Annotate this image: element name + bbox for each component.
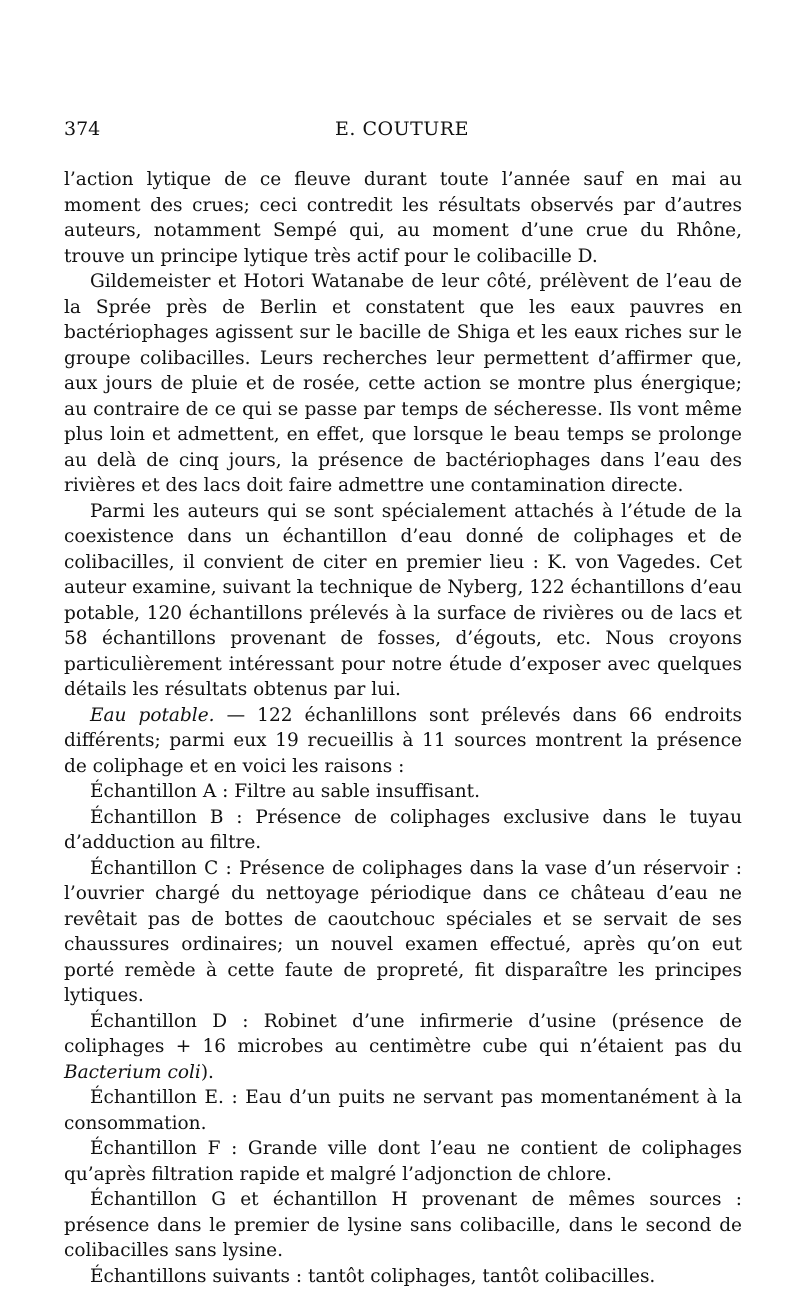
echantillon-d-close: ). bbox=[200, 1061, 214, 1083]
paragraph-continuation: l’action lytique de ce fleuve durant toute l’année sauf en mai au moment des crues; ceci contredit les résultats observés par d’autres auteurs, notamment Sempé qui, au moment d’une crue du Rhône, trouve un principe lytique très actif pour le colibacille D. bbox=[64, 169, 742, 267]
paragraph-echantillon-d bbox=[64, 1009, 742, 1086]
echantillon-d-text: Échantillon D : Robinet d’une infirmerie d’usine (présence de coliphages + 16 microbes au centimètre cube qui n’étaient pas du bbox=[64, 1010, 742, 1057]
paragraph-echantillon-e: Échantillon E. : Eau d’un puits ne servant pas momentanément à la consommation. bbox=[64, 1087, 742, 1134]
section-label-eau-potable: Eau potable. bbox=[90, 704, 215, 726]
paragraph-echantillon-g-h: Échantillon G et échantillon H provenant de mêmes sources : présence dans le premier de lysine sans colibacille, dans le second de colibacilles sans lysine. bbox=[64, 1189, 742, 1261]
eau-potable-text: — 122 échanlillons sont prélevés dans 66 endroits différents; parmi eux 19 recueillis à 11 sources montrent la présence de coliphage et en voici les raisons : bbox=[64, 704, 742, 777]
running-title: E. COUTURE bbox=[335, 118, 469, 140]
paragraph-vagedes: Parmi les auteurs qui se sont spécialement attachés à l’étude de la coexistence dans un échantillon d’eau donné de coliphages et de colibacilles, il convient de citer en premier lieu : K. von Vagedes. Cet auteur examine, suivant la technique de Nyberg, 122 échantillons d’eau potable, 120 échantillons prélevés à la surface de rivières ou de lacs et 58 échantillons provenant de fosses, d’égouts, etc. Nous croyons particulièrement intéressant pour notre étude d’exposer avec quelques détails les résultats obtenus par lui. bbox=[64, 500, 742, 700]
page-number: 374 bbox=[64, 118, 101, 140]
paragraph-gildemeister: Gildemeister et Hotori Watanabe de leur côté, prélèvent de l’eau de la Sprée près de Berlin et constatent que les eaux pauvres en bactériophages agissent sur le bacille de Shiga et les eaux riches sur le groupe colibacilles. Leurs recherches leur permettent d’affirmer que, aux jours de pluie et de rosée, cette action se montre plus énergique; au contraire de ce qui se passe par temps de sécheresse. Ils vont même plus loin et admettent, en effet, que lorsque le beau temps se prolonge au delà de cinq jours, la présence de bactériophages dans l’eau des rivières et des lacs doit faire admettre une contamination directe. bbox=[64, 271, 742, 496]
paragraph-echantillon-b: Échantillon B : Présence de coliphages exclusive dans le tuyau d’adduction au filtre. bbox=[64, 806, 742, 853]
species-name: Bacterium coli bbox=[64, 1061, 201, 1083]
paragraph-echantillon-a: Échantillon A : Filtre au sable insuffisant. bbox=[90, 781, 480, 802]
paragraph-echantillon-c: Échantillon C : Présence de coliphages dans la vase d’un réservoir : l’ouvrier chargé du nettoyage périodique dans ce château d’eau ne revêtait pas de bottes de caoutchouc spéciales et se servait de ses chaussures ordinaires; un nouvel examen effectué, après qu’on eut porté remède à cette faute de propreté, fit disparaître les principes lytiques. bbox=[64, 857, 742, 1006]
text-body bbox=[64, 167, 742, 1289]
paragraph-eau-potable bbox=[64, 703, 742, 780]
running-head bbox=[64, 118, 740, 144]
paragraph-echantillons-suivants: Échantillons suivants : tantôt coliphages, tantôt colibacilles. bbox=[90, 1265, 656, 1287]
paragraph-echantillon-f: Échantillon F : Grande ville dont l’eau ne contient de coliphages qu’après filtration rapide et malgré l’adjonction de chlore. bbox=[64, 1138, 742, 1185]
